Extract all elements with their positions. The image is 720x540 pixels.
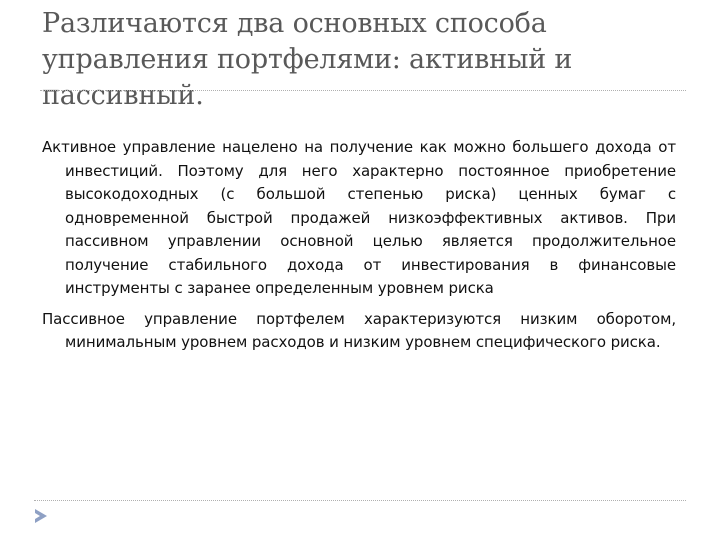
footer-divider [34,500,686,501]
slide-title: Различаются два основных способа управления портфелями: активный и пассивный. [42,8,573,111]
next-slide-arrow-icon[interactable] [34,508,48,524]
paragraph-active-management: Активное управление нацелено на получение как можно большего дохода от инвестиций. Поэтому для него характерно постоянное приобретение высокодоходных (с большой степенью риска) ценных бумаг с одновременной быстрой продажей низкоэффективных активов. При пассивном управлении основной целью является продолжительное получение стабильного дохода от инвестирования в финансовые инструменты с заранее определенным уровнем риска [42,138,676,297]
slide-body [42,136,676,362]
title-divider [40,90,686,91]
paragraph-passive-management: Пассивное управление портфелем характеризуются низким оборотом, минимальным уровнем расходов и низким уровнем специфического риска. [42,309,676,351]
